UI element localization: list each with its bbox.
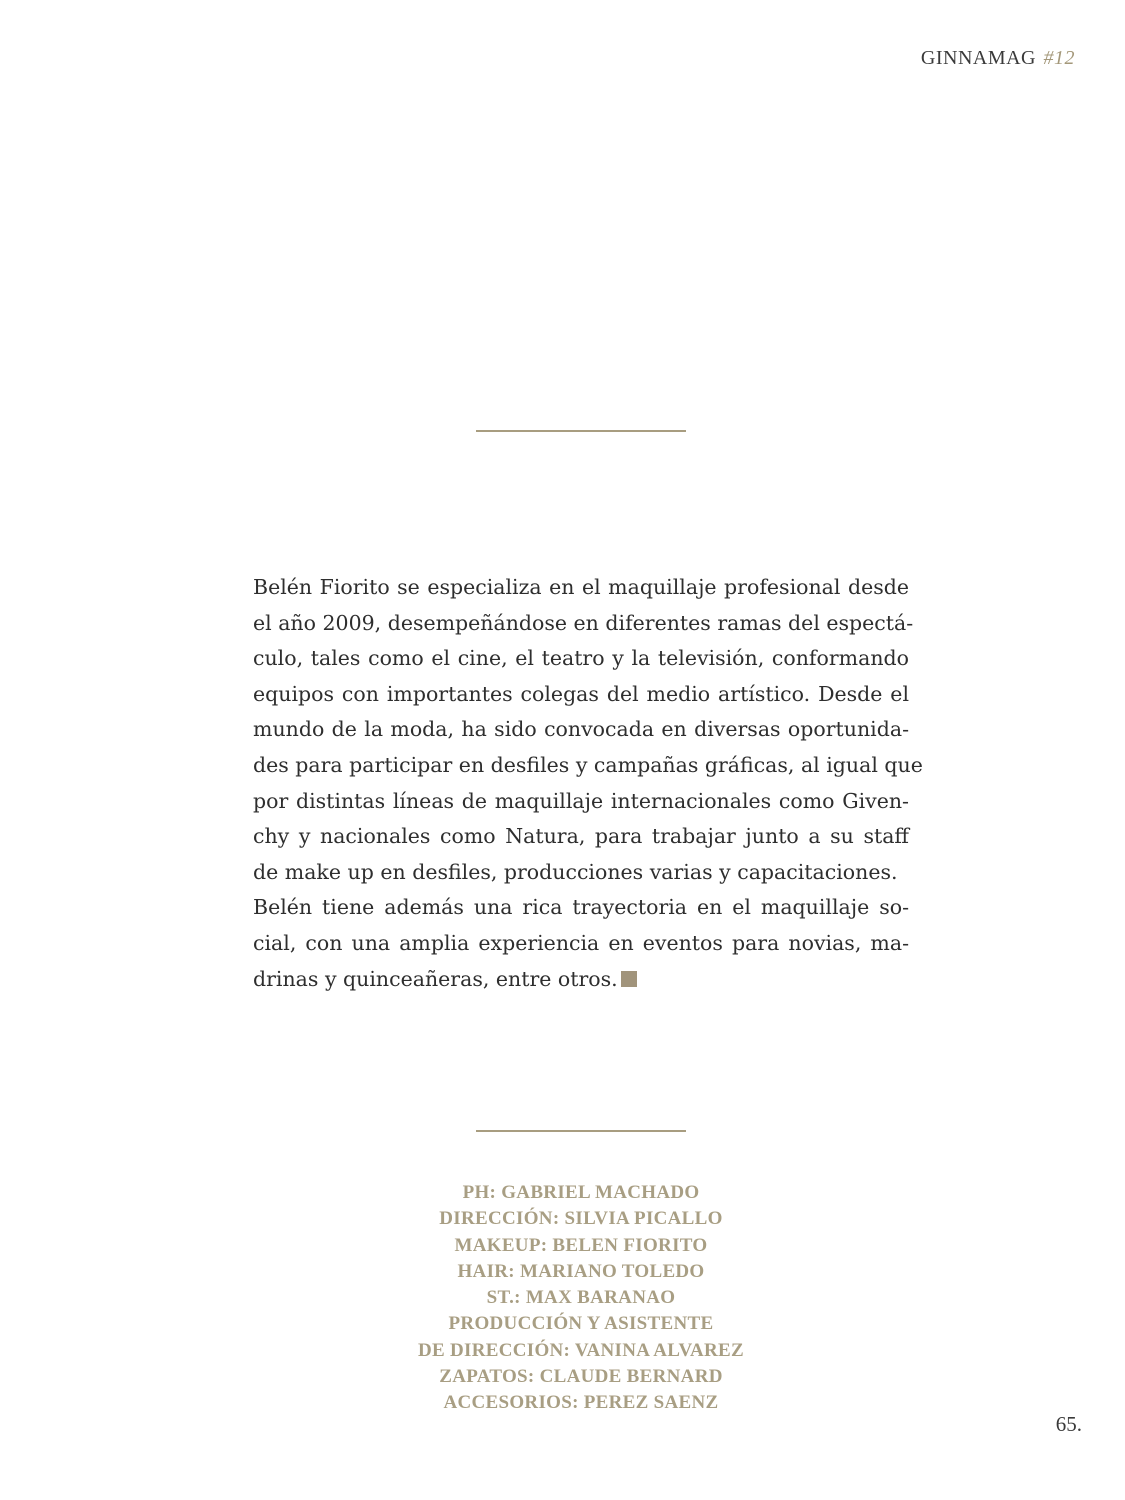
bottom-divider: [476, 1130, 686, 1132]
body-line: mundo de la moda, ha sido convocada en diversas oportunida-: [253, 717, 909, 742]
body-line: equipos con importantes colegas del medio artístico. Desde el: [253, 681, 909, 706]
credit-line: ST.: MAX BARANAO: [486, 1287, 676, 1309]
credit-line: PH: GABRIEL MACHADO: [462, 1182, 700, 1203]
magazine-name: GINNAMAG: [920, 47, 1036, 69]
credit-line: ACCESORIOS: PEREZ SAENZ: [443, 1392, 719, 1414]
body-line: chy y nacionales como Natura, para trabajar junto a su staff: [253, 824, 909, 849]
body-line-final-text: drinas y quinceañeras, entre otros.: [253, 966, 618, 991]
issue-number: #12: [1043, 47, 1075, 69]
body-line: el año 2009, desempeñándose en diferentes ramas del espectá-: [253, 610, 914, 635]
top-divider: [476, 430, 686, 432]
body-line: des para participar en desfiles y campañas gráficas, al igual que: [253, 752, 923, 777]
article-body: [253, 570, 923, 997]
credit-line: DIRECCIÓN: SILVIA PICALLO: [439, 1208, 723, 1230]
body-line-final: [253, 962, 909, 998]
body-line: Belén tiene además una rica trayectoria en el maquillaje so-: [253, 895, 909, 920]
credit-line: MAKEUP: BELEN FIORITO: [454, 1234, 708, 1256]
credit-line: PRODUCCIÓN Y ASISTENTE: [448, 1313, 714, 1335]
end-of-article-mark: [621, 971, 637, 987]
magazine-header: [921, 47, 1075, 70]
body-line: por distintas líneas de maquillaje internacionales como Given-: [253, 788, 909, 813]
body-line: de make up en desfiles, producciones varias y capacitaciones.: [253, 859, 898, 884]
page-number: 65.: [1055, 1412, 1082, 1436]
credit-line: DE DIRECCIÓN: VANINA ALVAREZ: [417, 1339, 745, 1361]
body-line: Belén Fiorito se especializa en el maquillaje profesional desde: [253, 575, 909, 599]
credit-line: ZAPATOS: CLAUDE BERNARD: [439, 1366, 723, 1388]
credit-line: HAIR: MARIANO TOLEDO: [457, 1260, 705, 1282]
body-line: cial, con una amplia experiencia en eventos para novias, ma-: [253, 930, 909, 955]
photo-credits: [300, 1180, 862, 1417]
body-line: culo, tales como el cine, el teatro y la televisión, conformando: [253, 646, 909, 671]
